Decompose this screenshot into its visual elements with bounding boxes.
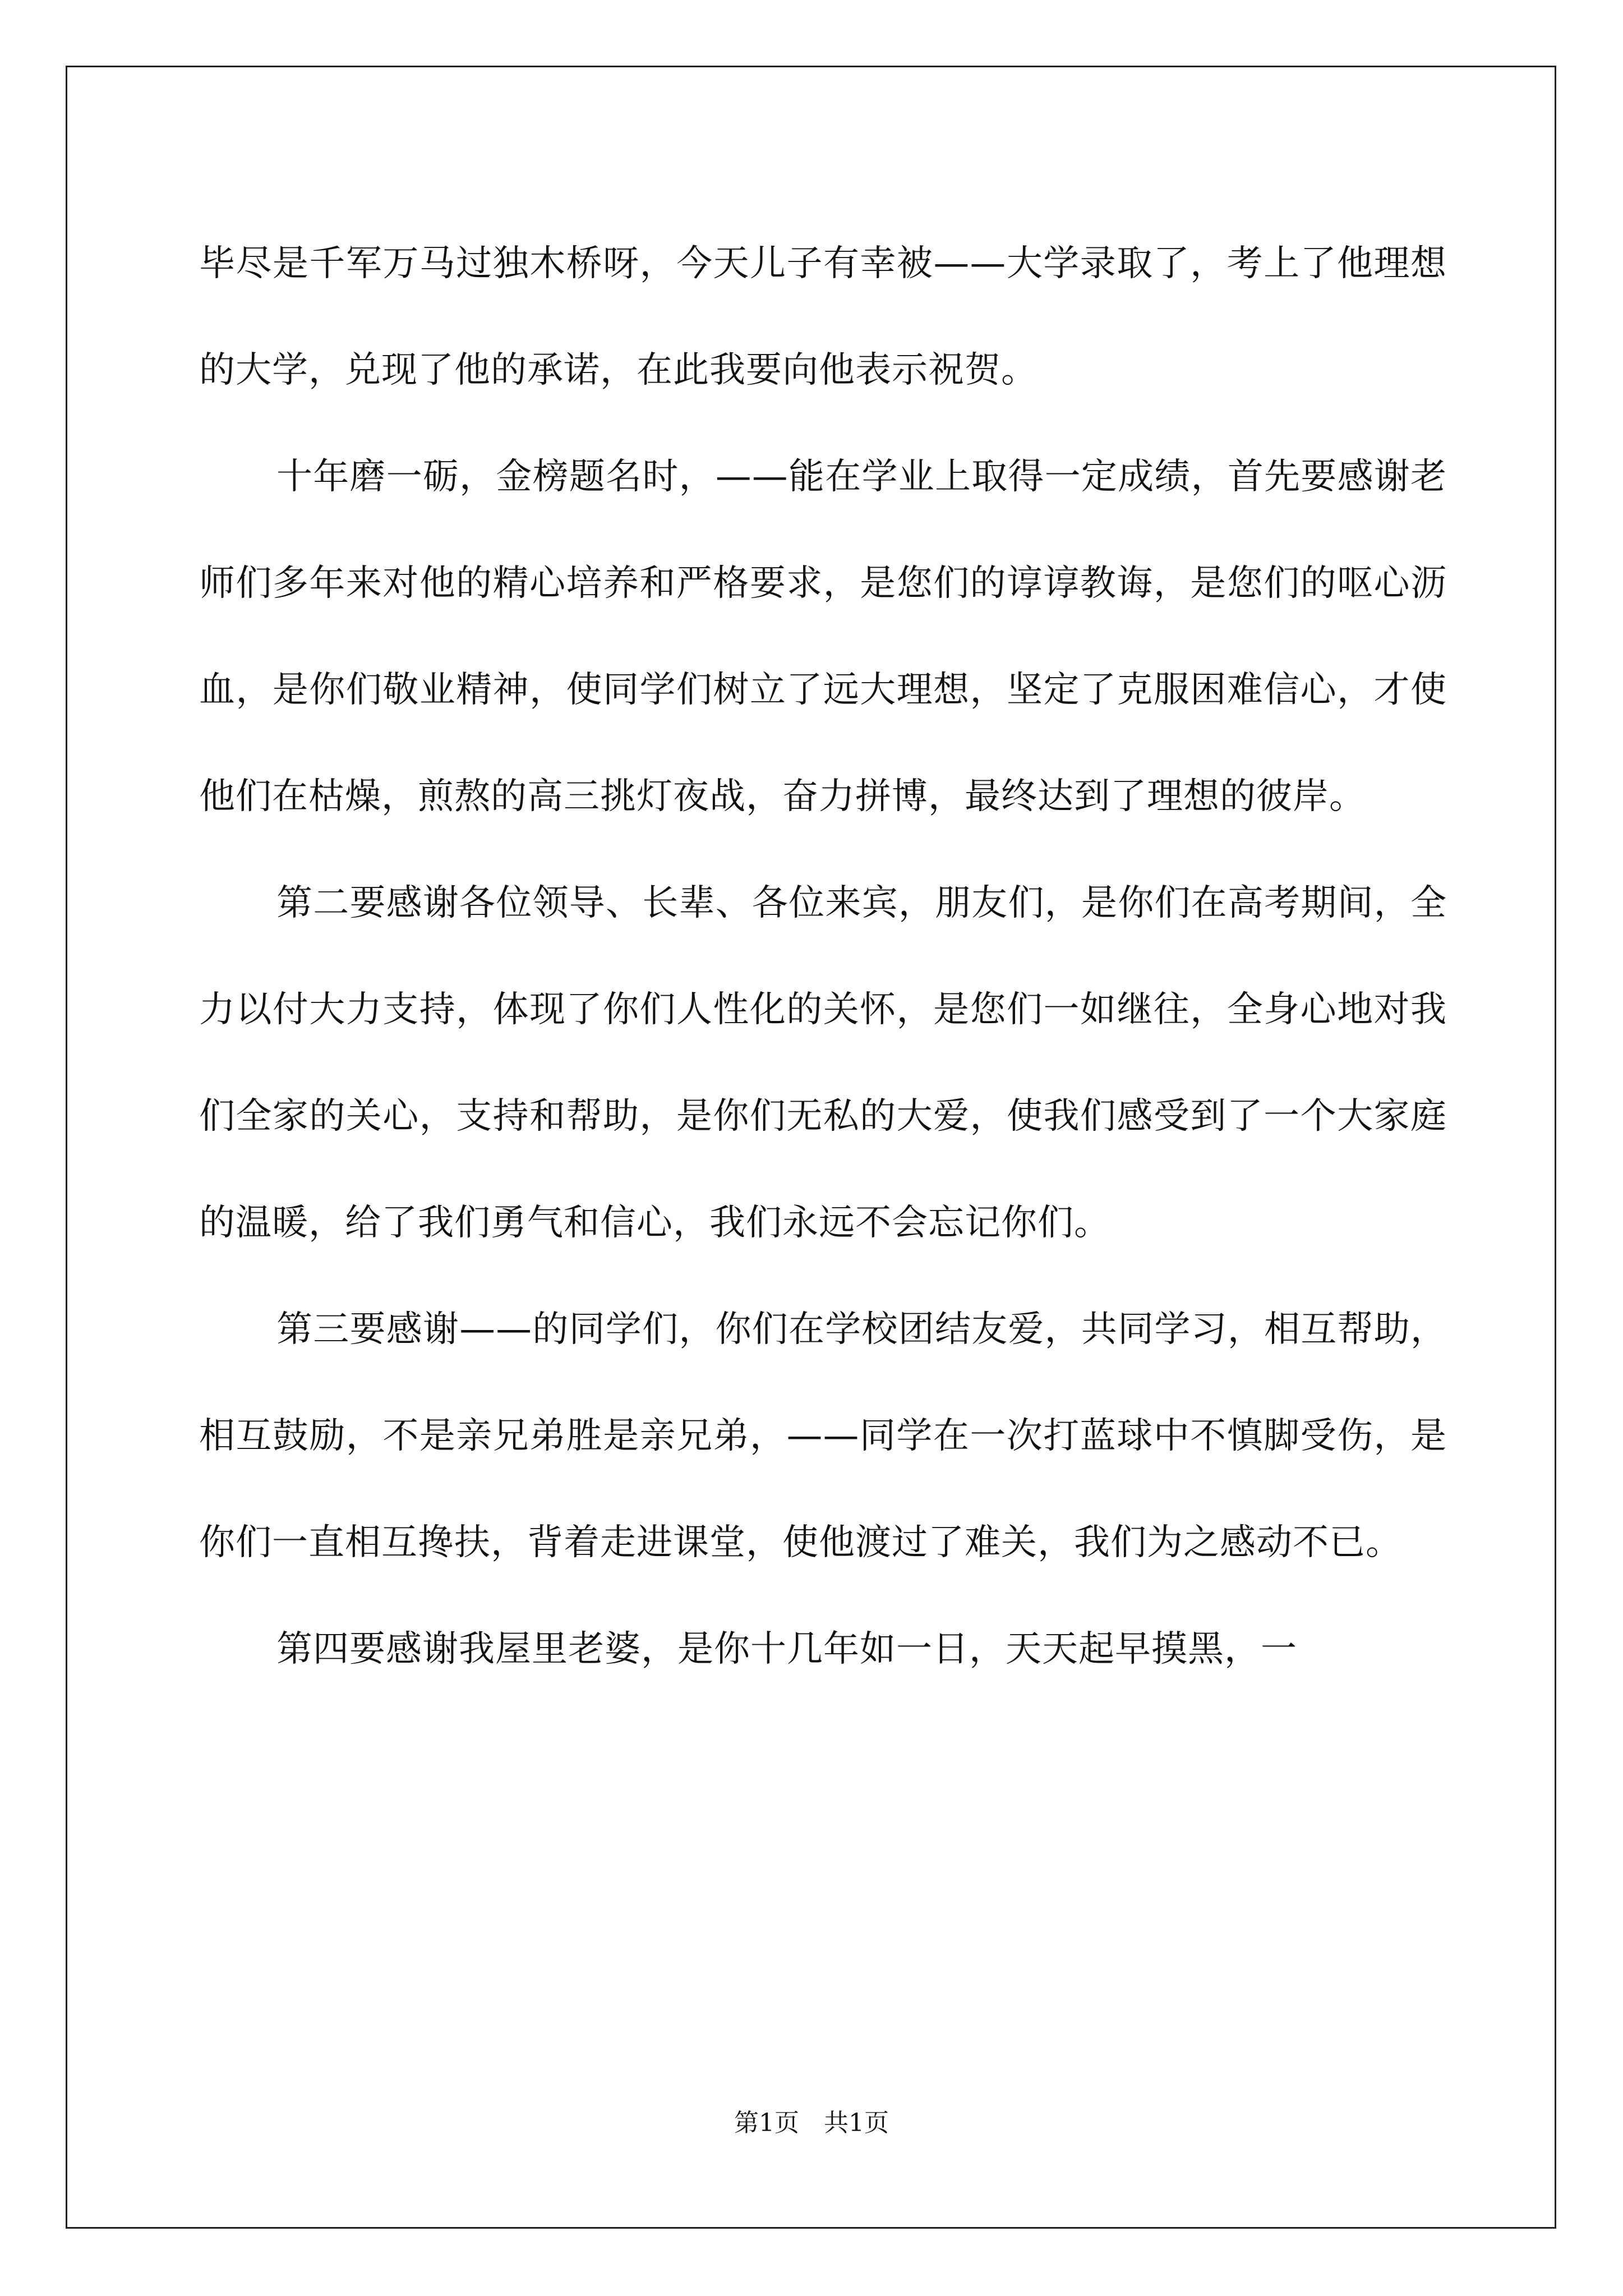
paragraph-2: 十年磨一砺，金榜题名时，——能在学业上取得一定成绩，首先要感谢老师们多年来对他的精心培养和严格要求，是您们的谆谆教诲，是您们的呕心沥血，是你们敬业精神，使同学们树立了远大理想，坚定了克服困难信心，才使他们在枯燥，煎熬的高三挑灯夜战，奋力拼博，最终达到了理想的彼岸。 bbox=[199, 456, 1447, 817]
paragraph-5: 第四要感谢我屋里老婆，是你十几年如一日，天天起早摸黑，一 bbox=[276, 1628, 1297, 1670]
page-footer: 第1页 共1页 bbox=[734, 2109, 889, 2137]
paragraph-3: 第二要感谢各位领导、长辈、各位来宾，朋友们，是你们在高考期间，全力以付大力支持，体现了你们人性化的关怀，是您们一如继往，全身心地对我们全家的关心，支持和帮助，是你们无私的大爱，使我们感受到了一个大家庭的温暖，给了我们勇气和信心，我们永远不会忘记你们。 bbox=[199, 882, 1447, 1244]
paragraph-4: 第三要感谢——的同学们，你们在学校团结友爱，共同学习，相互帮助，相互鼓励，不是亲兄弟胜是亲兄弟，——同学在一次打蓝球中不慎脚受伤，是你们一直相互搀扶，背着走进课堂，使他渡过了难关，我们为之感动不已。 bbox=[199, 1309, 1447, 1563]
document-body bbox=[199, 210, 1447, 1703]
paragraph-1: 毕尽是千军万马过独木桥呀，今天儿子有幸被——大学录取了，考上了他理想的大学，兑现了他的承诺，在此我要向他表示祝贺。 bbox=[199, 243, 1447, 391]
